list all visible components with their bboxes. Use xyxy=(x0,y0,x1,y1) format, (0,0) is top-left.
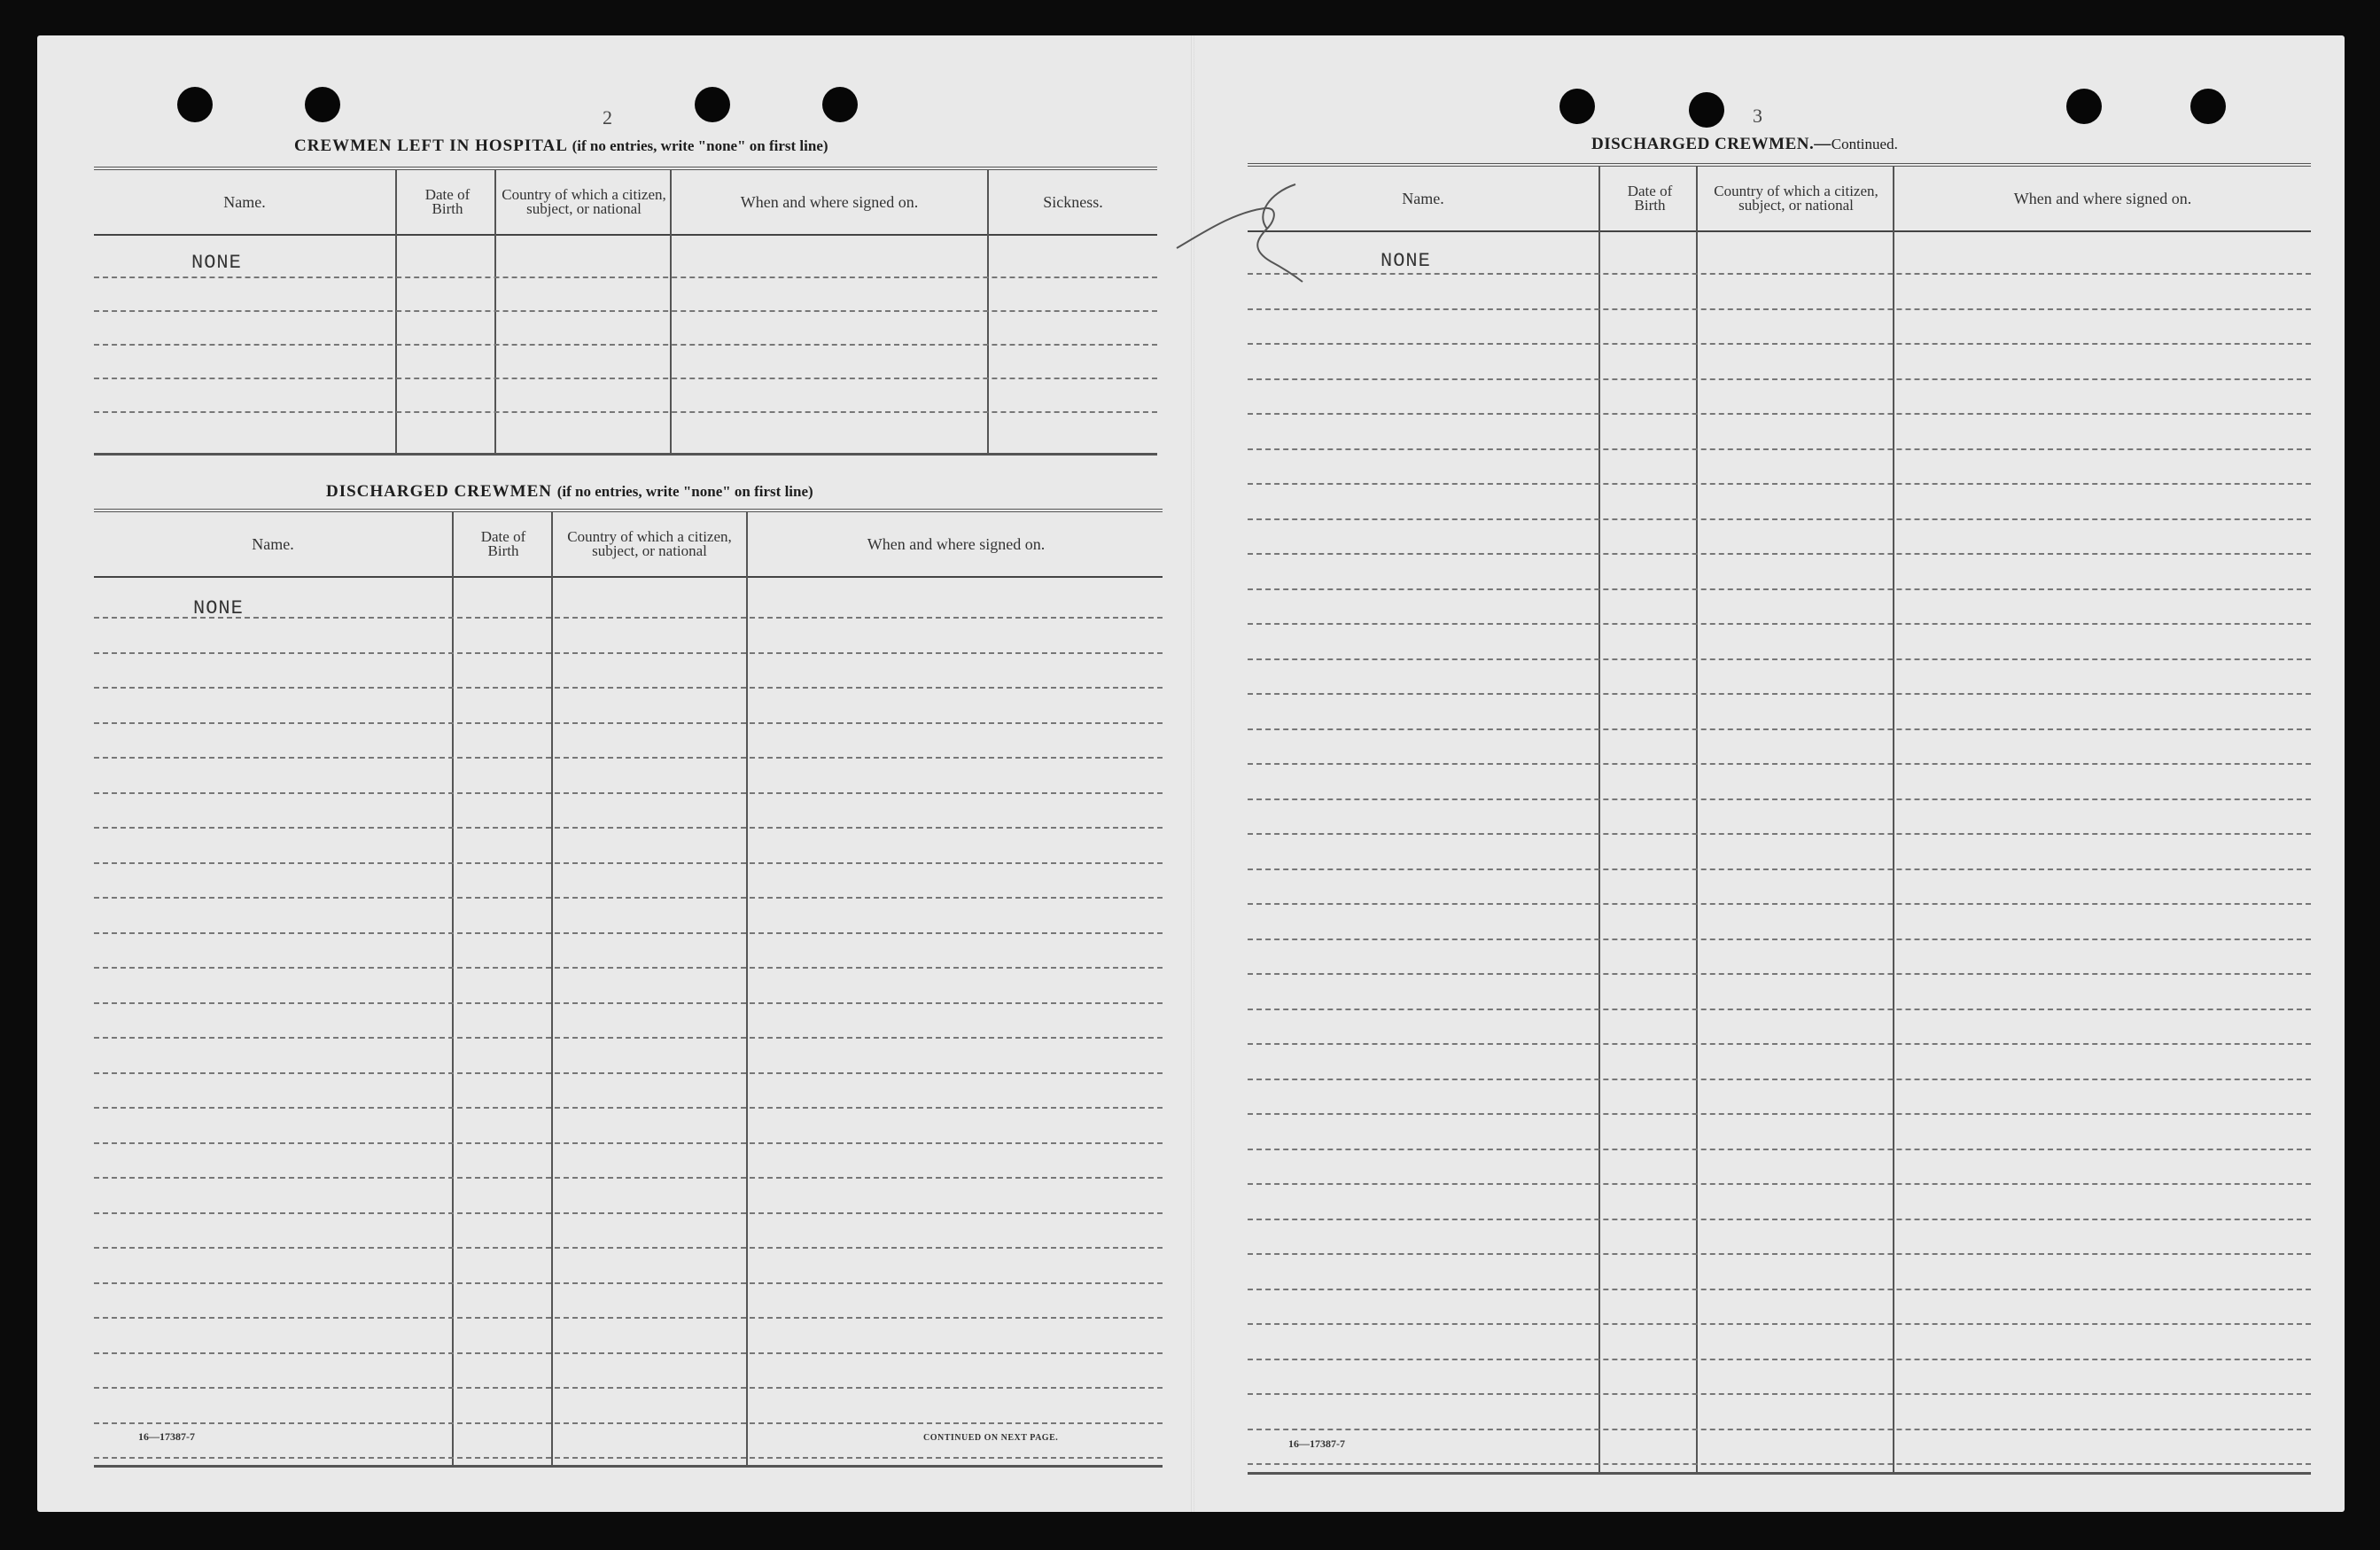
ruled-line xyxy=(1248,833,2311,835)
discharged-entry-none: NONE xyxy=(193,597,244,619)
ruled-line xyxy=(94,1422,1163,1424)
punch-hole xyxy=(1559,89,1595,124)
ruled-line xyxy=(1248,1009,2311,1010)
ruled-line xyxy=(1248,693,2311,695)
ruled-line xyxy=(94,1247,1163,1249)
ruled-line xyxy=(94,617,1163,619)
header-date-of-birth: Date of Birth xyxy=(424,186,471,217)
ruled-line xyxy=(1248,798,2311,800)
punch-hole xyxy=(695,87,730,122)
ruled-line xyxy=(94,722,1163,724)
discharged-title-note: (if no entries, write "none" on first line) xyxy=(556,483,813,500)
header-when-where: When and where signed on. xyxy=(867,534,1046,553)
header-sickness: Sickness. xyxy=(1043,192,1103,211)
hospital-section-title xyxy=(294,136,828,156)
ruled-line xyxy=(1248,413,2311,415)
hospital-title-note: (if no entries, write "none" on first line) xyxy=(572,137,828,154)
punch-hole xyxy=(2066,89,2102,124)
ruled-line xyxy=(94,1002,1163,1004)
discharged-table xyxy=(94,509,1163,1468)
ruled-line xyxy=(94,897,1163,899)
punch-hole xyxy=(822,87,858,122)
ruled-line xyxy=(94,1352,1163,1354)
header-country: Country of which a citizen, subject, or national xyxy=(567,528,732,559)
hospital-table xyxy=(94,167,1157,456)
header-country: Country of which a citizen, subject, or national xyxy=(1714,183,1878,214)
ruled-line xyxy=(1248,483,2311,485)
ruled-line xyxy=(1248,553,2311,555)
ruled-line xyxy=(94,827,1163,829)
ruled-line xyxy=(1248,378,2311,380)
header-country: Country of which a citizen, subject, or national xyxy=(502,186,666,217)
ruled-line xyxy=(1248,273,2311,275)
discharged-continued-suffix: Continued. xyxy=(1831,136,1898,152)
ruled-line xyxy=(94,1107,1163,1109)
header-date-of-birth: Date of Birth xyxy=(480,528,526,559)
ruled-line xyxy=(1248,903,2311,905)
left-form-number: 16—17387-7 xyxy=(138,1430,195,1443)
ruled-line xyxy=(94,967,1163,969)
ruled-line xyxy=(1248,1113,2311,1115)
discharged-section-title xyxy=(326,482,813,502)
header-name: Name. xyxy=(252,534,294,553)
ruled-line xyxy=(1248,973,2311,975)
ruled-line xyxy=(1248,308,2311,310)
ruled-line xyxy=(94,1037,1163,1039)
discharged-continued-table xyxy=(1248,163,2311,1475)
ruled-line xyxy=(1248,518,2311,520)
ruled-line xyxy=(94,1317,1163,1319)
ruled-line xyxy=(94,1212,1163,1214)
hospital-entry-none: NONE xyxy=(191,252,242,274)
discharged-continued-title-text: DISCHARGED CREWMEN.— xyxy=(1591,135,1832,153)
ruled-line xyxy=(94,1072,1163,1074)
ruled-line xyxy=(1248,1359,2311,1360)
ruled-line xyxy=(1248,1079,2311,1080)
ruled-line xyxy=(1248,1149,2311,1150)
ruled-line xyxy=(1248,623,2311,625)
discharged-continued-entry-none: NONE xyxy=(1381,250,1431,272)
ruled-line xyxy=(1248,868,2311,870)
ruled-line xyxy=(1248,1219,2311,1220)
ruled-line xyxy=(1248,1253,2311,1255)
ruled-line xyxy=(94,792,1163,794)
ruled-line xyxy=(94,862,1163,864)
ruled-line xyxy=(94,1177,1163,1179)
ruled-line xyxy=(1248,658,2311,660)
discharged-title-text: DISCHARGED CREWMEN xyxy=(326,482,552,501)
ruled-line xyxy=(1248,939,2311,940)
header-name: Name. xyxy=(223,192,266,211)
header-when-where: When and where signed on. xyxy=(740,192,919,211)
pen-mark xyxy=(1171,168,1349,292)
right-page-number: 3 xyxy=(1753,105,1762,127)
ruled-line xyxy=(1248,1289,2311,1290)
ruled-line xyxy=(1248,448,2311,450)
ruled-line xyxy=(94,1282,1163,1284)
ruled-line xyxy=(94,757,1163,759)
ruled-line xyxy=(94,1387,1163,1389)
discharged-continued-title xyxy=(1591,135,1898,154)
right-form-number: 16—17387-7 xyxy=(1288,1437,1345,1450)
punch-hole xyxy=(1689,92,1724,128)
header-when-where: When and where signed on. xyxy=(2013,189,2192,207)
punch-hole xyxy=(305,87,340,122)
ruled-line xyxy=(1248,1323,2311,1325)
scanned-document xyxy=(37,35,2345,1512)
punch-hole xyxy=(2190,89,2226,124)
ruled-line xyxy=(1248,588,2311,590)
ruled-line xyxy=(94,652,1163,654)
ruled-line xyxy=(94,687,1163,689)
punch-hole xyxy=(177,87,213,122)
ruled-line xyxy=(1248,1429,2311,1430)
ruled-line xyxy=(1248,343,2311,345)
header-name: Name. xyxy=(1402,189,1444,207)
ruled-line xyxy=(1248,1463,2311,1465)
ruled-line xyxy=(94,1457,1163,1459)
ruled-line xyxy=(1248,728,2311,730)
ruled-line xyxy=(1248,763,2311,765)
hospital-title-text: CREWMEN LEFT IN HOSPITAL xyxy=(294,136,567,155)
ruled-line xyxy=(94,1142,1163,1144)
ruled-line xyxy=(1248,1183,2311,1185)
ruled-line xyxy=(94,932,1163,934)
continued-note: CONTINUED ON NEXT PAGE. xyxy=(923,1433,1059,1443)
ruled-line xyxy=(1248,1393,2311,1395)
left-page-number: 2 xyxy=(603,106,612,129)
ruled-line xyxy=(1248,1043,2311,1045)
header-date-of-birth: Date of Birth xyxy=(1627,183,1673,214)
